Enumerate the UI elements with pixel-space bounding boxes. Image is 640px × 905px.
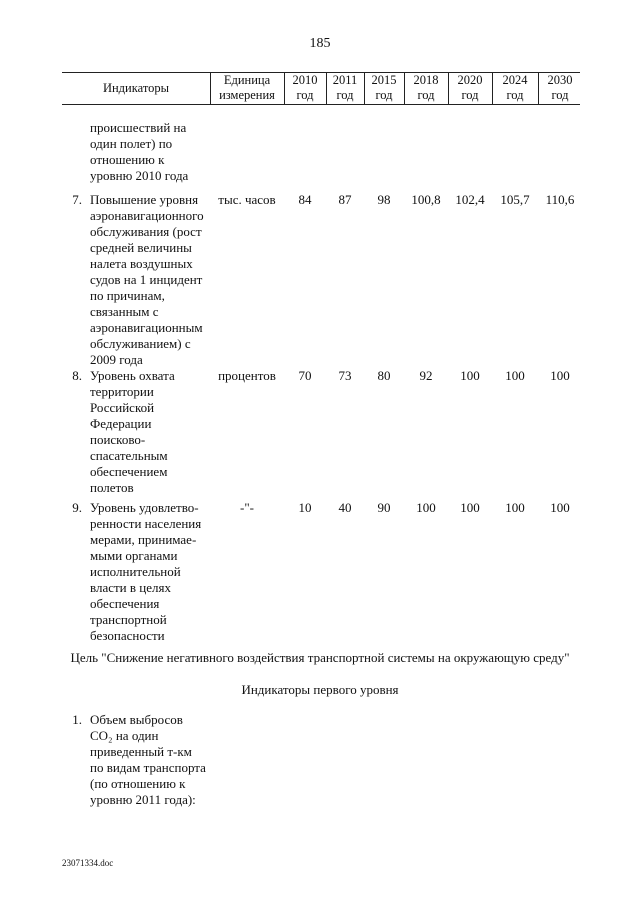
- text-line: мерами, принимае-: [90, 532, 197, 547]
- header-year-2010: [284, 73, 326, 103]
- text-line: полетов: [90, 480, 134, 495]
- text-line: власти в целях: [90, 580, 171, 595]
- text-line: мыми органами: [90, 548, 178, 563]
- row-indicator-name: [90, 500, 222, 644]
- header-year-2018: [404, 73, 448, 103]
- cell-value: 92: [419, 368, 433, 383]
- header-year-word: год: [336, 88, 354, 102]
- text-line: спасательным: [90, 448, 168, 463]
- header-year-word: год: [417, 88, 435, 102]
- row-unit: тыс. часов: [218, 192, 276, 207]
- cell-value: 100: [416, 500, 436, 515]
- row-unit: -"-: [240, 500, 254, 515]
- text-line: 2009 года: [90, 352, 143, 367]
- continuation-text: [90, 120, 222, 184]
- text-line: судов на 1 инцидент: [90, 272, 203, 287]
- text-line: обслуживания (рост: [90, 224, 202, 239]
- cell-value: 105,7: [500, 192, 530, 207]
- header-year-value: 2024: [502, 73, 528, 87]
- text-line: Уровень удовлетво-: [90, 500, 199, 515]
- text-line: отношению к: [90, 152, 165, 167]
- text-line: средней величины: [90, 240, 192, 255]
- header-unit-line2: измерения: [219, 88, 275, 102]
- cell-value: 100: [460, 368, 480, 383]
- header-year-word: год: [551, 88, 569, 102]
- header-unit: [210, 73, 284, 103]
- text-line: происшествий на: [90, 120, 187, 135]
- header-year-2024: [492, 73, 538, 103]
- text-line: обслуживанием) с: [90, 336, 191, 351]
- goal-heading: Цель "Снижение негативного воздействия транспортной системы на окружающую среду": [70, 650, 570, 665]
- text-line: безопасности: [90, 628, 165, 643]
- text-line: налета воздушных: [90, 256, 193, 271]
- file-name-footer: 23071334.doc: [62, 858, 114, 868]
- text-line: уровню 2011 года):: [90, 792, 196, 807]
- text-line: приведенный т-км: [90, 744, 192, 759]
- row-number: 1.: [72, 712, 82, 727]
- cell-value: 98: [377, 192, 391, 207]
- row-number: 8.: [72, 368, 82, 383]
- text-line: (по отношению к: [90, 776, 186, 791]
- page-number: 185: [309, 36, 331, 51]
- cell-value: 100,8: [411, 192, 441, 207]
- text-line: Уровень охвата: [90, 368, 175, 383]
- cell-value: 84: [298, 192, 312, 207]
- header-unit-line1: Единица: [223, 73, 271, 87]
- header-year-value: 2015: [371, 73, 397, 87]
- cell-value: 102,4: [455, 192, 485, 207]
- header-year-2020: [448, 73, 492, 103]
- cell-value: 10: [298, 500, 312, 515]
- text-line: связанным с: [90, 304, 159, 319]
- cell-value: 100: [550, 500, 570, 515]
- text-line: поисково-: [90, 432, 146, 447]
- header-year-value: 2011: [332, 73, 358, 87]
- row-indicator-name: [90, 712, 222, 808]
- cell-value: 100: [550, 368, 570, 383]
- cell-value: 90: [377, 500, 391, 515]
- text-line: территории: [90, 384, 154, 399]
- text-line: Федерации: [90, 416, 152, 431]
- header-indicators: [62, 81, 210, 96]
- header-year-word: год: [506, 88, 524, 102]
- header-year-value: 2018: [413, 73, 439, 87]
- header-year-word: год: [296, 88, 314, 102]
- row-unit: процентов: [218, 368, 276, 383]
- header-year-value: 2020: [457, 73, 483, 87]
- row-indicator-name: [90, 368, 222, 496]
- level-heading: Индикаторы первого уровня: [241, 682, 399, 697]
- text-line: по причинам,: [90, 288, 165, 303]
- header-year-2015: [364, 73, 404, 103]
- header-year-2011: [326, 73, 364, 103]
- cell-value: 80: [377, 368, 391, 383]
- text-line: уровню 2010 года: [90, 168, 189, 183]
- cell-value: 70: [298, 368, 312, 383]
- text-line: транспортной: [90, 612, 167, 627]
- text-line: Повышение уровня: [90, 192, 199, 207]
- text-line: один полет) по: [90, 136, 173, 151]
- cell-value: 87: [338, 192, 352, 207]
- text-line: Объем выбросов: [90, 712, 183, 727]
- text-line: Российской: [90, 400, 155, 415]
- cell-value: 73: [338, 368, 352, 383]
- header-year-word: год: [461, 88, 479, 102]
- text-line: СО₂ на один: [90, 728, 159, 743]
- text-line: аэронавигационным: [90, 320, 203, 335]
- text-line: исполнительной: [90, 564, 181, 579]
- cell-value: 100: [460, 500, 480, 515]
- header-year-value: 2030: [547, 73, 573, 87]
- header-indicators-label: Индикаторы: [102, 81, 170, 95]
- row-number: 7.: [72, 192, 82, 207]
- header-year-value: 2010: [292, 73, 318, 87]
- header-year-word: год: [375, 88, 393, 102]
- text-line: ренности населения: [90, 516, 202, 531]
- header-year-2030: [538, 73, 582, 103]
- text-line: обеспечением: [90, 464, 168, 479]
- text-line: по видам транспорта: [90, 760, 206, 775]
- cell-value: 100: [505, 500, 525, 515]
- cell-value: 110,6: [545, 192, 575, 207]
- text-line: аэронавигационного: [90, 208, 204, 223]
- cell-value: 40: [338, 500, 352, 515]
- cell-value: 100: [505, 368, 525, 383]
- header-bottom-rule: [62, 104, 580, 105]
- row-number: 9.: [72, 500, 82, 515]
- row-indicator-name: [90, 192, 222, 368]
- text-line: обеспечения: [90, 596, 160, 611]
